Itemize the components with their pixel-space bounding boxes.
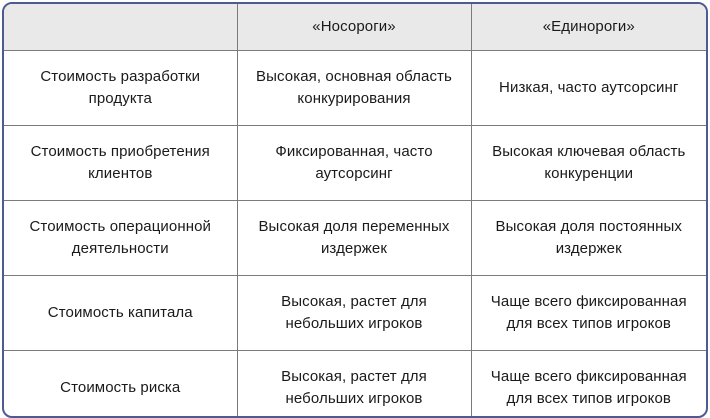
- row-label-cell: [4, 201, 237, 276]
- rhinos-value: Высокая, растет для небольших игроков: [281, 367, 427, 407]
- row-label-cell: [4, 51, 237, 126]
- row-label-cell: [4, 351, 237, 418]
- rhinos-cell: [237, 276, 471, 351]
- unicorns-value: Чаще всего фиксированная для всех типов игроков: [490, 292, 687, 332]
- row-label: Стоимость разработки продукта: [40, 67, 201, 107]
- table-row: [4, 51, 706, 126]
- header-rhinos: «Носороги»: [237, 4, 471, 51]
- table-row: [4, 126, 706, 201]
- row-label: Стоимость приобретения клиентов: [30, 142, 210, 182]
- rhinos-value: Фиксированная, часто аутсорсинг: [275, 142, 433, 182]
- unicorns-cell: [471, 201, 706, 276]
- unicorns-cell: [471, 51, 706, 126]
- row-label: Стоимость операционной деятельности: [29, 217, 212, 257]
- row-label: Стоимость риска: [60, 378, 181, 396]
- unicorns-cell: [471, 126, 706, 201]
- rhinos-cell: [237, 351, 471, 418]
- unicorns-value: Высокая доля постоянных издержек: [495, 217, 682, 257]
- table-row: [4, 351, 706, 418]
- unicorns-value: Чаще всего фиксированная для всех типов игроков: [490, 367, 687, 407]
- rhinos-value: Высокая, растет для небольших игроков: [281, 292, 427, 332]
- header-empty-cell: [4, 4, 237, 51]
- comparison-table-frame: [2, 2, 708, 418]
- rhinos-cell: [237, 201, 471, 276]
- unicorns-value: Высокая ключевая область конкуренции: [492, 142, 686, 182]
- rhinos-value: Высокая, основная область конкурирования: [256, 67, 452, 107]
- table-row: [4, 276, 706, 351]
- row-label-cell: [4, 126, 237, 201]
- unicorns-cell: [471, 351, 706, 418]
- header-row: [4, 4, 706, 51]
- header-unicorns: «Единороги»: [471, 4, 706, 51]
- row-label-cell: [4, 276, 237, 351]
- rhinos-cell: [237, 51, 471, 126]
- rhinos-value: Высокая доля переменных издержек: [258, 217, 450, 257]
- row-label: Стоимость капитала: [47, 303, 193, 321]
- unicorns-cell: [471, 276, 706, 351]
- comparison-table: [4, 4, 706, 418]
- unicorns-value: Низкая, часто аутсорсинг: [499, 78, 679, 96]
- table-row: [4, 201, 706, 276]
- rhinos-cell: [237, 126, 471, 201]
